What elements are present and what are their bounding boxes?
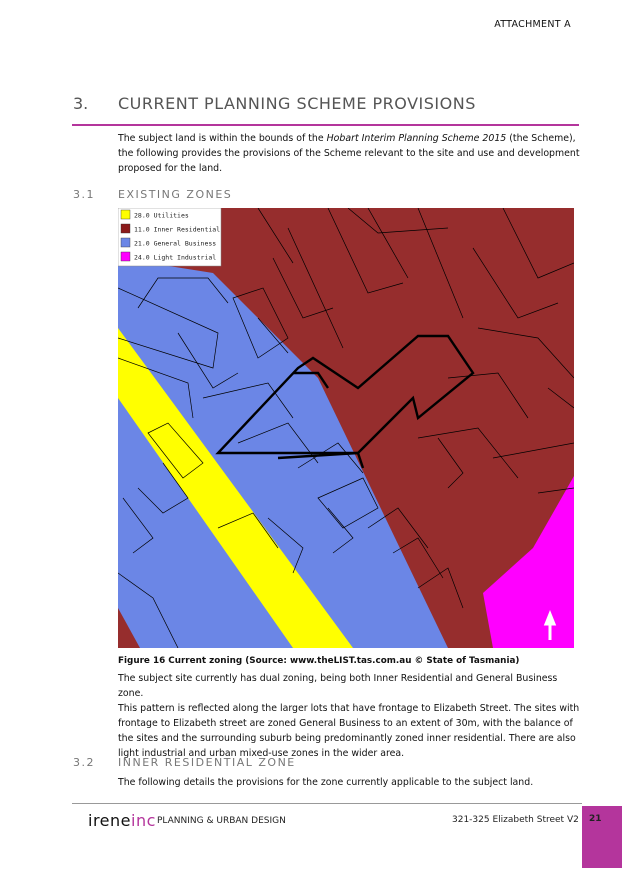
intro-text-post: (the Scheme), the following provides the provisions of the Scheme relevant to the site and use and development proposed for the land. [118,133,580,174]
figure-caption: Figure 16 Current zoning (Source: www.theLIST.tas.com.au © State of Tasmania) [118,656,520,666]
legend-swatch-inner-residential [121,224,130,233]
section-title: CURRENT PLANNING SCHEME PROVISIONS [118,94,476,113]
legend-label-utilities: 28.0 Utilities [134,211,189,220]
section-number: 3. [73,94,89,113]
body-line: light industrial and urban mixed-use zones in the wider area. [118,748,405,759]
legend-swatch-general-business [121,238,130,247]
body-line: frontage to Elizabeth street are zoned General Business to an extent of 30m, with the balance of [118,718,573,729]
page-number-box [582,806,622,868]
legend-label-light-industrial: 24.0 Light Industrial [134,253,217,262]
body-line: the sites and the surrounding suburb being predominantly zoned inner residential. There are also [118,733,576,744]
body-line: This pattern is reflected along the larger lots that have frontage to Elizabeth Street. The sites with [118,703,580,714]
section-heading [72,92,579,126]
subsection-2-text: The following details the provisions for the zone currently applicable to the subject land. [118,777,534,788]
legend-swatch-light-industrial [121,252,130,261]
footer-brand-logo: ireneinc [88,811,156,830]
legend-label-general-business: 21.0 General Business [134,239,217,248]
zoning-map-svg [118,208,574,648]
page-number: 21 [589,814,602,824]
zoning-map [118,208,574,648]
intro-paragraph [118,131,580,176]
attachment-label: ATTACHMENT A [494,19,571,30]
body-paragraph [118,671,580,761]
scheme-name: Hobart Interim Planning Scheme 2015 [326,133,507,144]
footer-tagline: PLANNING & URBAN DESIGN [157,816,286,826]
footer-divider [72,803,582,804]
body-line: The subject site currently has dual zoning, being both Inner Residential and General Business zone. [118,673,558,699]
subsection-2-number: 3.2 [73,756,95,769]
legend-label-inner-residential: 11.0 Inner Residential [134,225,221,234]
subsection-1-number: 3.1 [73,188,95,201]
subsection-1-title: EXISTING ZONES [118,188,233,201]
intro-text-pre: The subject land is within the bounds of the [118,133,327,144]
legend-swatch-utilities [121,210,130,219]
footer-document-name: 321-325 Elizabeth Street V2 [452,815,579,825]
subsection-2-title: INNER RESIDENTIAL ZONE [118,756,296,769]
map-legend [118,208,221,266]
